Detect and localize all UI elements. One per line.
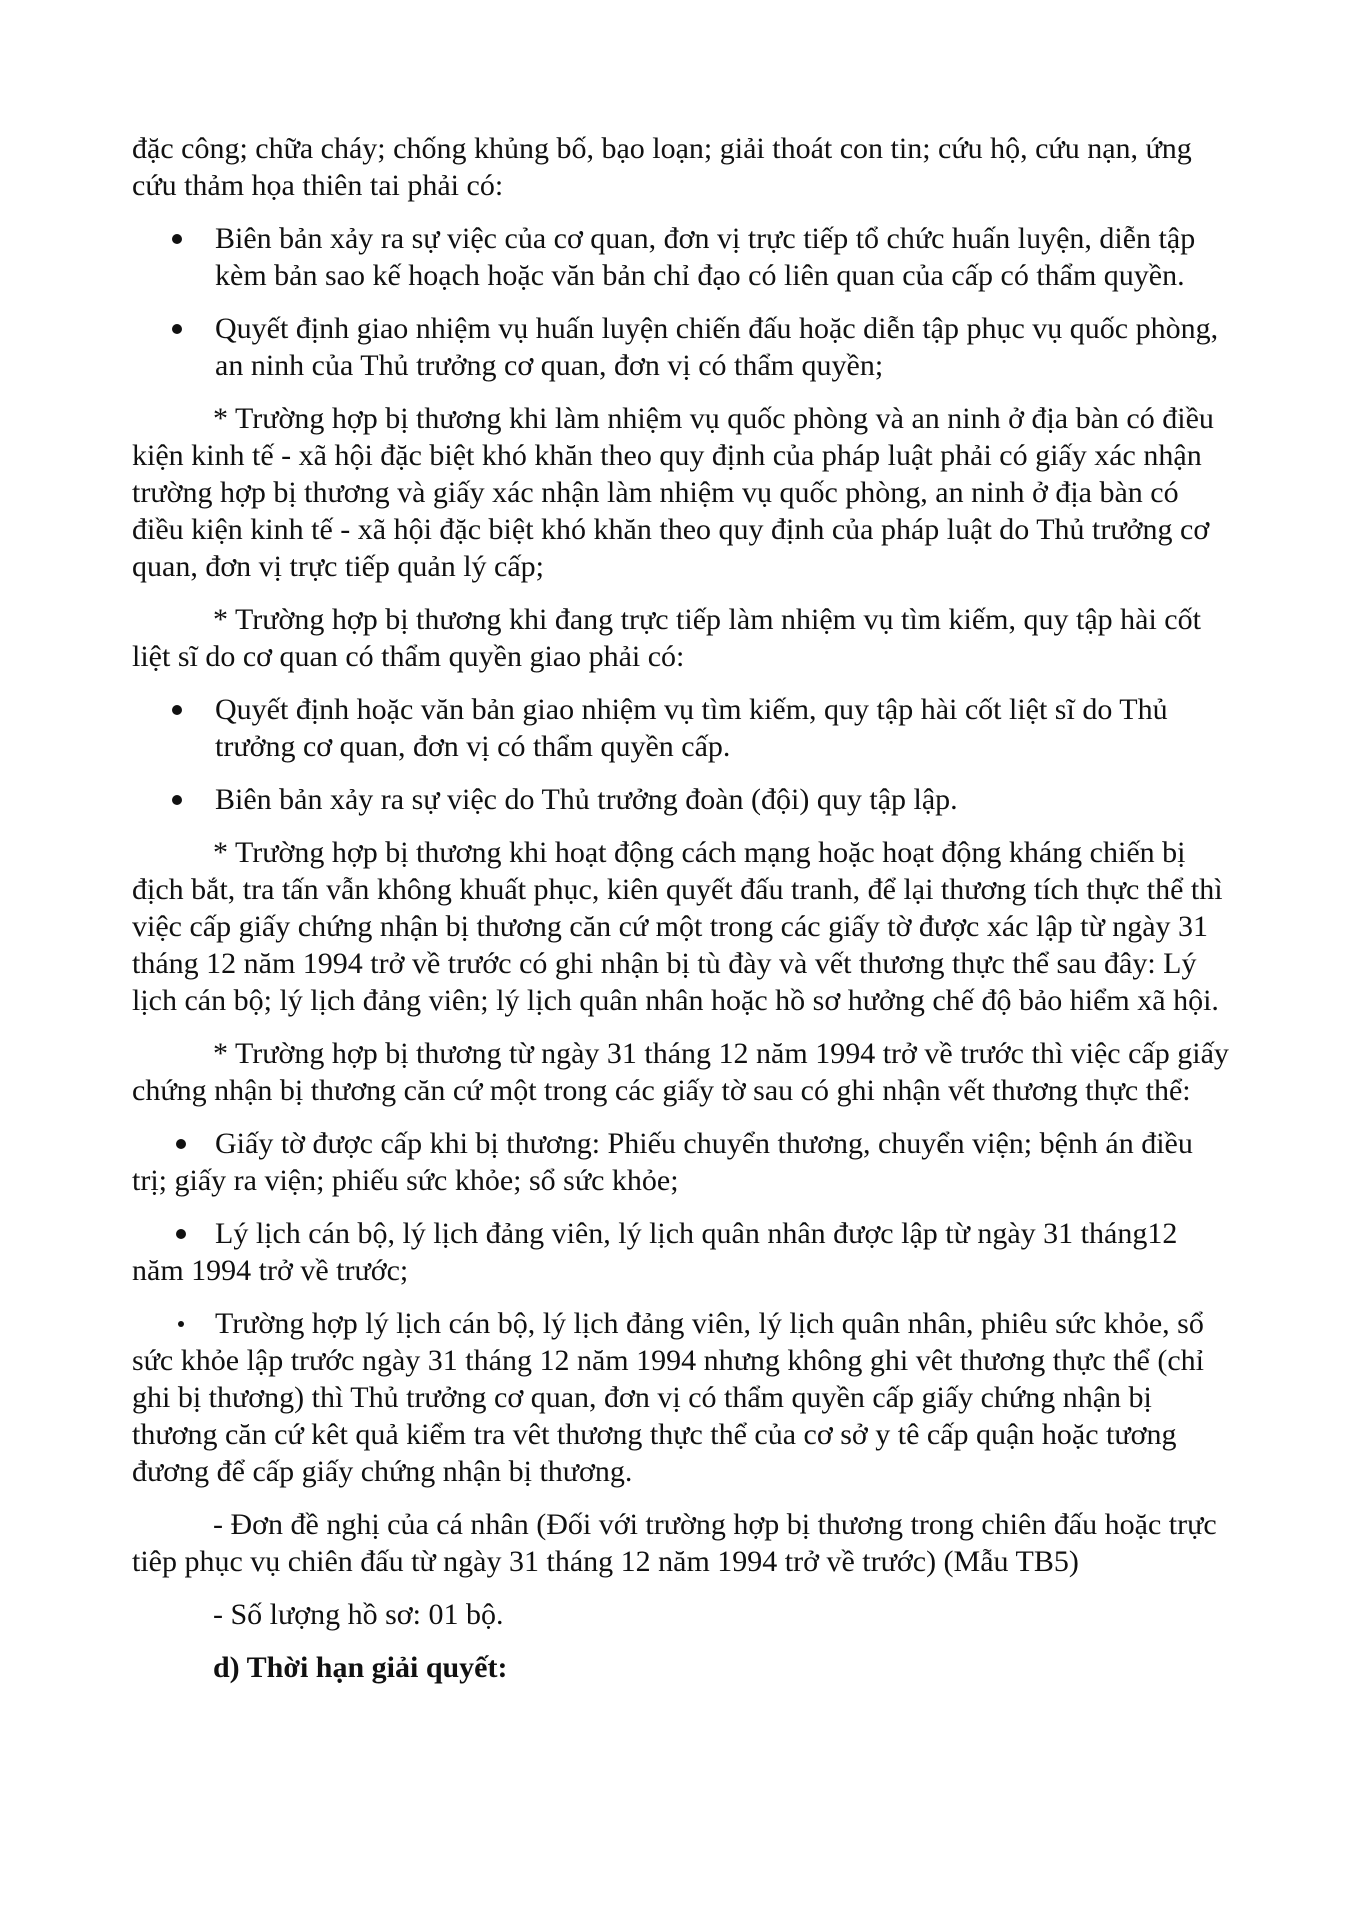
bullet-icon [176,1139,186,1149]
list-item-text: Quyết định giao nhiệm vụ huấn luyện chiến đấu hoặc diễn tập phục vụ quốc phòng, an ninh của Thủ trưởng cơ quan, đơn vị có thẩm quyền; [215,312,1219,382]
bullet-icon [172,324,182,334]
paragraph-application-form: - Đơn đề nghị của cá nhân (Đối với trường hợp bị thương trong chiên đấu hoặc trực tiêp phục vụ chiên đấu từ ngày 31 tháng 12 năm 1994 trở về trước) (Mẫu TB5) [132,1508,1217,1578]
bullet-icon [172,705,182,715]
list-item-text: Biên bản xảy ra sự việc do Thủ trưởng đoàn (đội) quy tập lập. [215,783,958,816]
list-item [132,1125,1232,1199]
bullet-icon [178,1321,184,1327]
document-body [132,130,1232,1702]
list-item-text: Quyết định hoặc văn bản giao nhiệm vụ tìm kiếm, quy tập hài cốt liệt sĩ do Thủ trưởng cơ quan, đơn vị có thẩm quyền cấp. [215,693,1168,763]
paragraph-dossier-quantity: - Số lượng hồ sơ: 01 bộ. [213,1598,504,1631]
list-item [132,781,1232,818]
list-item-text: Giấy tờ được cấp khi bị thương: Phiếu chuyển thương, chuyển viện; bệnh án điều trị; giấy ra viện; phiếu sức khỏe; sổ sức khỏe; [132,1127,1193,1197]
bullet-icon [172,795,182,805]
list-item [132,310,1232,384]
bullet-icon [176,1229,186,1239]
list-item [132,1215,1232,1289]
section-heading-deadline: d) Thời hạn giải quyết: [213,1651,508,1684]
paragraph-search-case: * Trường hợp bị thương khi đang trực tiếp làm nhiệm vụ tìm kiếm, quy tập hài cốt liệt sĩ do cơ quan có thẩm quyền giao phải có: [132,603,1201,673]
list-item [132,691,1232,765]
paragraph-before-1994-case: * Trường hợp bị thương từ ngày 31 tháng 12 năm 1994 trở về trước thì việc cấp giấy chứng nhận bị thương căn cứ một trong các giấy tờ sau có ghi nhận vết thương thực thể: [132,1037,1229,1107]
list-item-text: Biên bản xảy ra sự việc của cơ quan, đơn vị trực tiếp tổ chức huấn luyện, diễn tập kèm bản sao kế hoạch hoặc văn bản chỉ đạo có liên quan của cấp có thẩm quyền. [215,222,1196,292]
paragraph-revolution-case: * Trường hợp bị thương khi hoạt động cách mạng hoặc hoạt động kháng chiến bị địch bắt, tra tấn vẫn không khuất phục, kiên quyết đấu tranh, để lại thương tích thực thể thì việc cấp giấy chứng nhận bị thương căn cứ một trong các giấy tờ được xác lập từ ngày 31 tháng 12 năm 1994 trở về trước có ghi nhận bị tù đày và vết thương thực thể sau đây: Lý lịch cán bộ; lý lịch đảng viên; lý lịch quân nhân hoặc hồ sơ hưởng chế độ bảo hiểm xã hội. [132,836,1223,1017]
list-item [132,220,1232,294]
paragraph-defense-case: * Trường hợp bị thương khi làm nhiệm vụ quốc phòng và an ninh ở địa bàn có điều kiện kinh tế - xã hội đặc biệt khó khăn theo quy định của pháp luật phải có giấy xác nhận trường hợp bị thương và giấy xác nhận làm nhiệm vụ quốc phòng, an ninh ở địa bàn có điều kiện kinh tế - xã hội đặc biệt khó khăn theo quy định của pháp luật do Thủ trưởng cơ quan, đơn vị trực tiếp quản lý cấp; [132,402,1214,583]
list-item-text: Trường hợp lý lịch cán bộ, lý lịch đảng viên, lý lịch quân nhân, phiêu sức khỏe, sổ sức khỏe lập trước ngày 31 tháng 12 năm 1994 nhưng không ghi vêt thương thực thể (chỉ ghi bị thương) thì Thủ trưởng cơ quan, đơn vị có thẩm quyền cấp giấy chứng nhận bị thương căn cứ kêt quả kiểm tra vêt thương thực thể của cơ sở y tê cấp quận hoặc tương đương để cấp giấy chứng nhận bị thương. [132,1307,1205,1488]
list-item [132,1305,1232,1490]
intro-paragraph: đặc công; chữa cháy; chống khủng bố, bạo loạn; giải thoát con tin; cứu hộ, cứu nạn, ứng cứu thảm họa thiên tai phải có: [132,132,1192,202]
list-item-text: Lý lịch cán bộ, lý lịch đảng viên, lý lịch quân nhân được lập từ ngày 31 tháng12 năm 1994 trở về trước; [132,1217,1178,1287]
bullet-icon [172,234,182,244]
